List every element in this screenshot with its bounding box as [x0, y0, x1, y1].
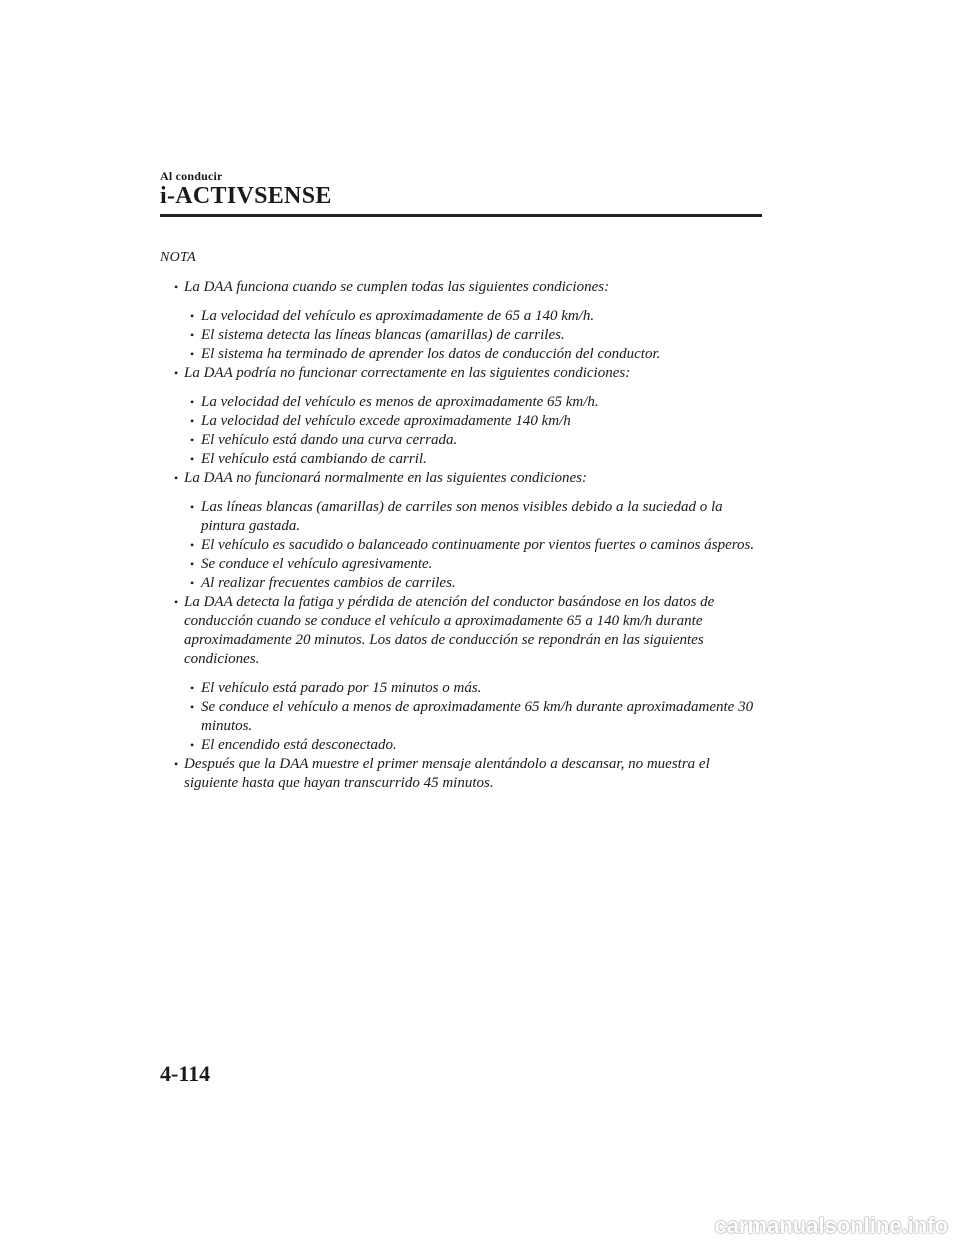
bullet-icon: • [174, 471, 179, 485]
note-subitem-text: Se conduce el vehículo agresivamente. [201, 556, 433, 572]
note-subitem-text: El encendido está desconectado. [201, 737, 397, 753]
section-label: Al conducir [160, 169, 223, 183]
note-item-text: La DAA no funcionará normalmente en las siguientes condiciones: [184, 470, 588, 486]
note-subitem-text: La velocidad del vehículo es menos de aproximadamente 65 km/h. [201, 394, 599, 410]
bullet-icon: • [190, 309, 195, 323]
note-subitem [160, 393, 760, 412]
bullet-icon: • [190, 681, 195, 695]
note-item [160, 755, 760, 793]
note-item-text: Después que la DAA muestre el primer mensaje alentándolo a descansar, no muestra el siguiente hasta que hayan transcurrido 45 minutos. [184, 756, 710, 791]
note-item [160, 364, 760, 383]
note-subitem-text: El vehículo está dando una curva cerrada. [201, 432, 458, 448]
note-subitem-text: El vehículo está parado por 15 minutos o más. [201, 680, 482, 696]
note-item-text: La DAA funciona cuando se cumplen todas las siguientes condiciones: [184, 279, 610, 295]
bullet-icon: • [174, 757, 179, 771]
note-subitem [160, 736, 760, 755]
bullet-icon: • [190, 328, 195, 342]
note-subitem [160, 431, 760, 450]
bullet-icon: • [190, 700, 195, 714]
note-item [160, 593, 760, 669]
note-subitem-text: Las líneas blancas (amarillas) de carriles son menos visibles debido a la suciedad o la pintura gastada. [201, 499, 723, 534]
note-subitem [160, 345, 760, 364]
note-subitem [160, 574, 760, 593]
note-subitem [160, 698, 760, 736]
bullet-icon: • [190, 452, 195, 466]
watermark: carmanualsonline.info [714, 1213, 948, 1238]
bullet-icon: • [190, 414, 195, 428]
section-title: i-ACTIVSENSE [160, 183, 332, 209]
note-block [160, 248, 760, 793]
bullet-icon: • [190, 433, 195, 447]
note-subitem [160, 307, 760, 326]
note-item [160, 469, 760, 488]
note-subitem [160, 679, 760, 698]
bullet-icon: • [190, 500, 195, 514]
note-subitem [160, 412, 760, 431]
note-item-text: La DAA podría no funcionar correctamente en las siguientes condiciones: [184, 365, 631, 381]
note-subitem-text: Al realizar frecuentes cambios de carriles. [201, 575, 456, 591]
note-subitem-text: El sistema ha terminado de aprender los datos de conducción del conductor. [201, 346, 661, 362]
bullet-icon: • [190, 557, 195, 571]
note-subitem [160, 326, 760, 345]
page-number: 4-114 [160, 1061, 211, 1086]
note-subitem-text: El vehículo es sacudido o balanceado continuamente por vientos fuertes o caminos ásperos. [201, 537, 755, 553]
note-subitem-text: La velocidad del vehículo es aproximadamente de 65 a 140 km/h. [201, 308, 595, 324]
bullet-icon: • [190, 395, 195, 409]
header-divider [160, 214, 762, 217]
bullet-icon: • [190, 538, 195, 552]
note-subitem-text: La velocidad del vehículo excede aproximadamente 140 km/h [201, 413, 571, 429]
note-subitem-text: Se conduce el vehículo a menos de aproximadamente 65 km/h durante aproximadamente 30 minutos. [201, 699, 754, 734]
note-subitem [160, 555, 760, 574]
bullet-icon: • [190, 347, 195, 361]
bullet-icon: • [174, 280, 179, 294]
bullet-icon: • [174, 366, 179, 380]
note-subitem-text: El sistema detecta las líneas blancas (amarillas) de carriles. [201, 327, 565, 343]
note-item [160, 278, 760, 297]
bullet-icon: • [174, 595, 179, 609]
bullet-icon: • [190, 738, 195, 752]
note-subitem [160, 450, 760, 469]
note-subitem [160, 498, 760, 536]
bullet-icon: • [190, 576, 195, 590]
note-item-text: La DAA detecta la fatiga y pérdida de atención del conductor basándose en los datos de conducción cuando se conduce el vehículo a aproximadamente 65 a 140 km/h durante aproximadamente 20 minutos. Los datos de conducción se repondrán en las siguientes condiciones. [184, 594, 715, 667]
note-subitem-text: El vehículo está cambiando de carril. [201, 451, 427, 467]
note-title: NOTA [160, 250, 196, 265]
note-subitem [160, 536, 760, 555]
